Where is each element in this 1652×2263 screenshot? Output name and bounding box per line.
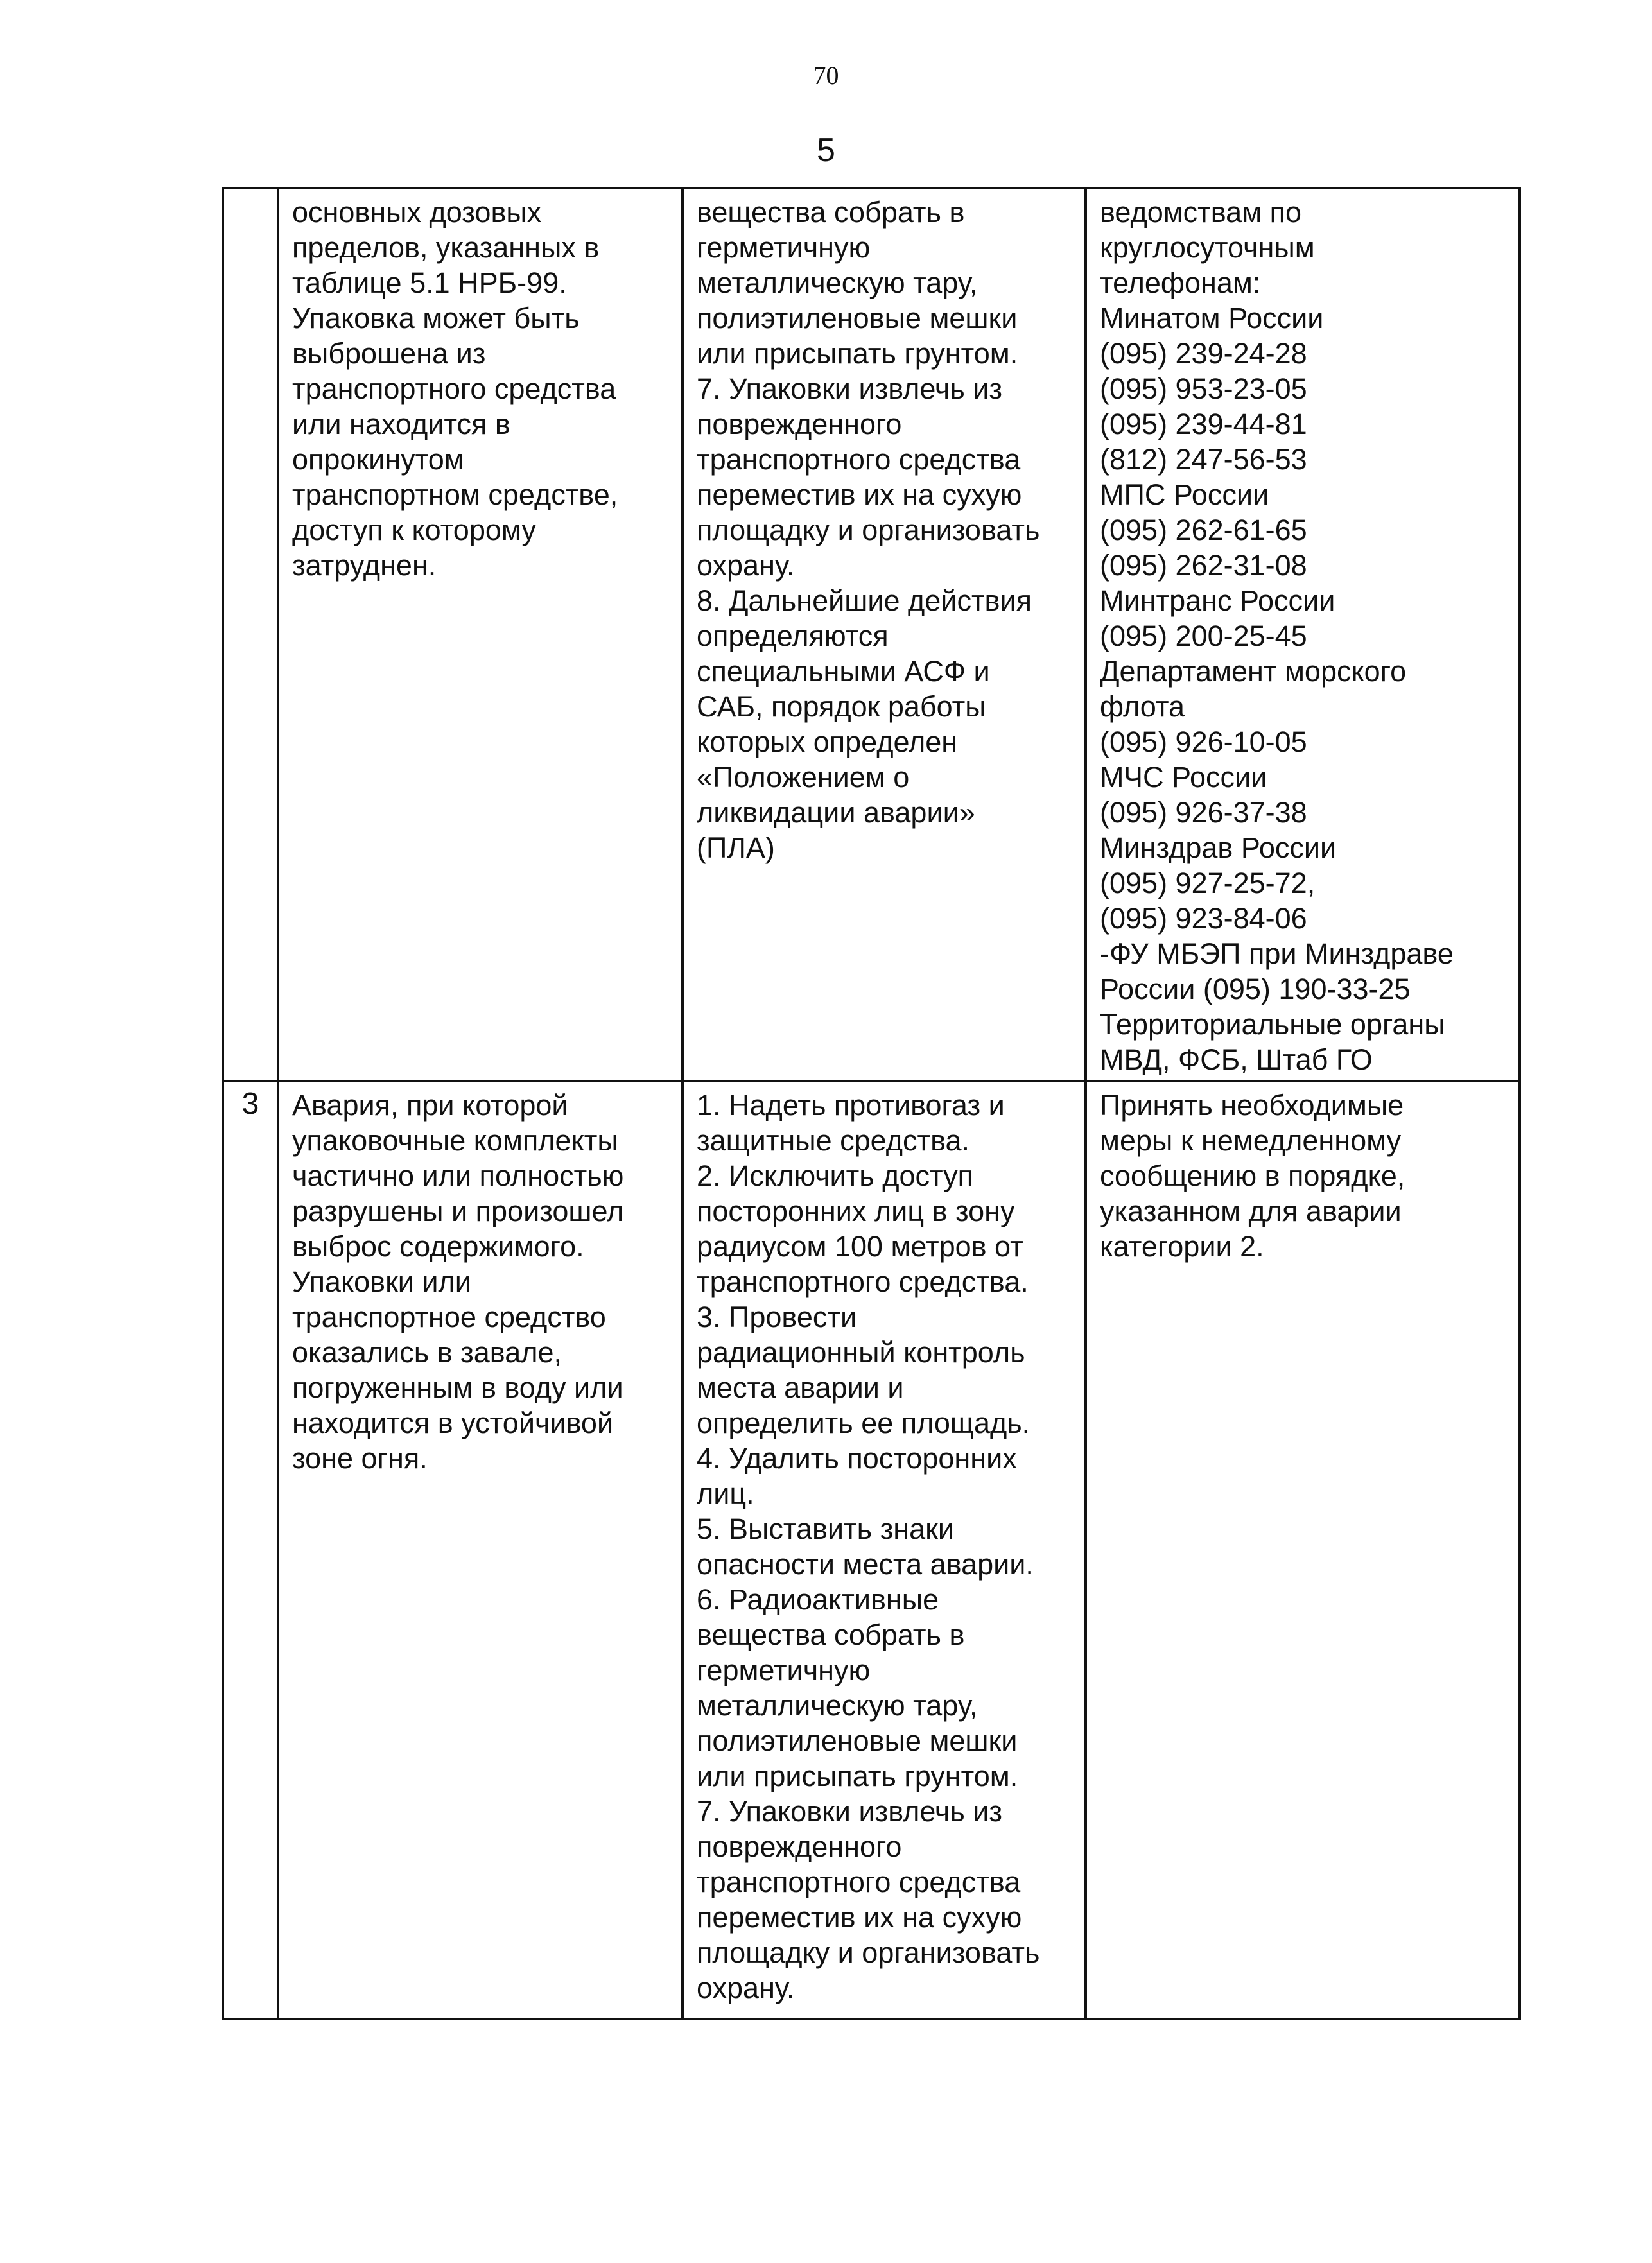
cell-text-line: специальными АСФ и <box>697 655 990 688</box>
cell-text-line: полиэтиленовые мешки <box>697 302 1018 334</box>
cell-text-line: площадку и организовать <box>697 514 1040 546</box>
cell-text-line: (095) 953-23-05 <box>1100 372 1307 405</box>
cell-text-line: частично или полностью <box>292 1159 624 1192</box>
cell-text-line: опасности места аварии. <box>697 1548 1034 1581</box>
cell-text-line: радиусом 100 метров от <box>697 1230 1023 1263</box>
cell-text-line: места аварии и <box>697 1371 904 1404</box>
cell-text-line: защитные средства. <box>697 1124 970 1157</box>
cell-text-line: определяются <box>697 620 889 652</box>
row-number-cell <box>223 189 278 1082</box>
cell-text-line: САБ, порядок работы <box>697 690 986 723</box>
cell-text-line: поврежденного <box>697 1830 902 1863</box>
cell-text-line: Департамент морского <box>1100 655 1407 688</box>
cell-text-line: определить ее площадь. <box>697 1407 1030 1439</box>
cell-text-line: находится в устойчивой <box>292 1407 614 1439</box>
cell-text-line: круглосуточным <box>1100 231 1315 264</box>
cell-text-line: меры к немедленному <box>1100 1124 1402 1157</box>
cell-text-line: категории 2. <box>1100 1230 1264 1263</box>
cell-text-line: МПС России <box>1100 478 1269 511</box>
cell-text-line: охрану. <box>697 1972 795 2004</box>
cell-text-line: 6. Радиоактивные <box>697 1583 939 1616</box>
cell-text-line: которых определен <box>697 725 958 758</box>
cell-text-line: Авария, при которой <box>292 1089 568 1122</box>
cell-text-line: «Положением о <box>697 761 910 793</box>
cell-text-line: России (095) 190-33-25 <box>1100 973 1411 1005</box>
cell-text-line: 5. Выставить знаки <box>697 1513 954 1545</box>
cell-text-line: транспортного средства. <box>697 1265 1029 1298</box>
cell-text-line: радиационный контроль <box>697 1336 1025 1369</box>
notification-cell <box>1086 1081 1520 2019</box>
cell-text-line: 7. Упаковки извлечь из <box>697 1795 1003 1828</box>
cell-text-line: (812) 247-56-53 <box>1100 443 1307 476</box>
table-row <box>223 1081 1520 2019</box>
row-number-cell: 3 <box>223 1081 278 2019</box>
cell-text-line: металлическую тару, <box>697 1689 978 1722</box>
cell-text-line: металлическую тару, <box>697 266 978 299</box>
cell-text-line: телефонам: <box>1100 266 1261 299</box>
cell-text-line: герметичную <box>697 1654 871 1686</box>
cell-text-line: транспортного средства <box>697 443 1021 476</box>
cell-text-line: Упаковка может быть <box>292 302 580 334</box>
cell-text-line: транспортном средстве, <box>292 478 618 511</box>
cell-text-line: лиц. <box>697 1477 754 1510</box>
cell-text-line: оказались в завале, <box>292 1336 562 1369</box>
cell-text-line: ведомствам по <box>1100 196 1302 229</box>
cell-text-line: охрану. <box>697 549 795 582</box>
cell-text-line: разрушены и произошел <box>292 1195 624 1227</box>
cell-text-line: (095) 923-84-06 <box>1100 902 1307 935</box>
cell-text-line: 4. Удалить посторонних <box>697 1442 1017 1475</box>
cell-text-line: площадку и организовать <box>697 1936 1040 1969</box>
cell-text-line: Территориальные органы <box>1100 1008 1445 1041</box>
cell-text-line: затруднен. <box>292 549 437 582</box>
cell-text-line: упаковочные комплекты <box>292 1124 618 1157</box>
cell-text-line: доступ к которому <box>292 514 536 546</box>
cell-text-line: или присыпать грунтом. <box>697 337 1018 370</box>
page-number: 70 <box>813 61 839 90</box>
cell-text-line: 8. Дальнейшие действия <box>697 584 1032 617</box>
description-cell <box>278 189 683 1082</box>
cell-text-line: ликвидации аварии» <box>697 796 975 829</box>
cell-text-line: флота <box>1100 690 1185 723</box>
cell-text-line: зоне огня. <box>292 1442 428 1475</box>
cell-text-line: полиэтиленовые мешки <box>697 1724 1018 1757</box>
cell-text-line: основных дозовых <box>292 196 542 229</box>
cell-text-line: посторонних лиц в зону <box>697 1195 1015 1227</box>
cell-text-line: пределов, указанных в <box>292 231 600 264</box>
cell-text-line: (095) 927-25-72, <box>1100 867 1316 899</box>
accident-actions-table <box>222 187 1521 2020</box>
cell-text-line: погруженным в воду или <box>292 1371 623 1404</box>
cell-text-line: опрокинутом <box>292 443 464 476</box>
cell-text-line: таблице 5.1 НРБ-99. <box>292 266 567 299</box>
cell-text-line: МЧС России <box>1100 761 1267 793</box>
table-row <box>223 189 1520 1082</box>
cell-text-line: (095) 262-61-65 <box>1100 514 1307 546</box>
cell-text-line: герметичную <box>697 231 871 264</box>
cell-text-line: (095) 262-31-08 <box>1100 549 1307 582</box>
cell-text-line: выброс содержимого. <box>292 1230 584 1263</box>
description-cell <box>278 1081 683 2019</box>
cell-text-line: (095) 239-24-28 <box>1100 337 1307 370</box>
actions-cell <box>683 1081 1086 2019</box>
cell-text-line: переместив их на сухую <box>697 478 1022 511</box>
cell-text-line: или присыпать грунтом. <box>697 1760 1018 1792</box>
cell-text-line: или находится в <box>292 408 510 440</box>
cell-text-line: вещества собрать в <box>697 196 965 229</box>
cell-text-line: 2. Исключить доступ <box>697 1159 973 1192</box>
cell-text-line: поврежденного <box>697 408 902 440</box>
section-number: 5 <box>817 132 835 169</box>
cell-text-line: транспортное средство <box>292 1301 606 1333</box>
cell-text-line: (095) 239-44-81 <box>1100 408 1307 440</box>
cell-text-line: Упаковки или <box>292 1265 471 1298</box>
cell-text-line: (095) 926-37-38 <box>1100 796 1307 829</box>
cell-text-line: Минздрав России <box>1100 831 1337 864</box>
cell-text-line: переместив их на сухую <box>697 1901 1022 1934</box>
cell-text-line: -ФУ МБЭП при Минздраве <box>1100 937 1454 970</box>
actions-cell <box>683 189 1086 1082</box>
cell-text-line: МВД, ФСБ, Штаб ГО <box>1100 1043 1373 1076</box>
cell-text-line: 1. Надеть противогаз и <box>697 1089 1005 1122</box>
cell-text-line: 3. Провести <box>697 1301 857 1333</box>
cell-text-line: Минатом России <box>1100 302 1324 334</box>
cell-text-line: (095) 926-10-05 <box>1100 725 1307 758</box>
cell-text-line: транспортного средства <box>697 1866 1021 1898</box>
cell-text-line: транспортного средства <box>292 372 616 405</box>
cell-text-line: (ПЛА) <box>697 831 775 864</box>
cell-text-line: выброшена из <box>292 337 486 370</box>
cell-text-line: вещества собрать в <box>697 1618 965 1651</box>
cell-text-line: Минтранс России <box>1100 584 1335 617</box>
cell-text-line: 7. Упаковки извлечь из <box>697 372 1003 405</box>
cell-text-line: (095) 200-25-45 <box>1100 620 1307 652</box>
cell-text-line: Принять необходимые <box>1100 1089 1404 1122</box>
notification-cell <box>1086 189 1520 1082</box>
cell-text-line: сообщению в порядке, <box>1100 1159 1405 1192</box>
cell-text-line: указанном для аварии <box>1100 1195 1402 1227</box>
